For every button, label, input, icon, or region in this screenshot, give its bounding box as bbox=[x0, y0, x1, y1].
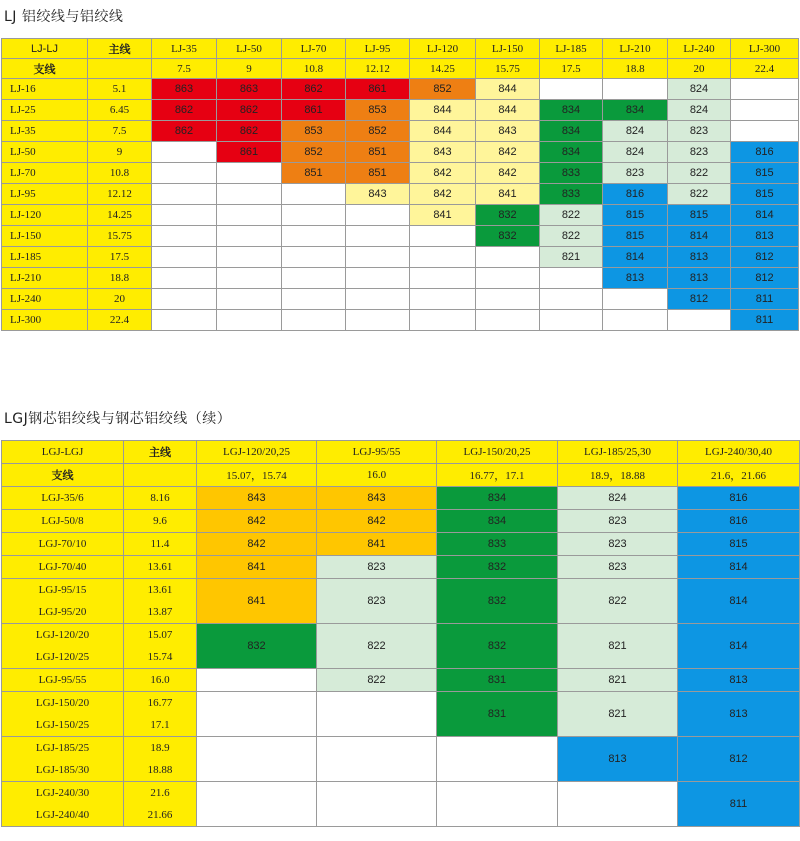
value-cell bbox=[282, 268, 346, 289]
row-size: 5.1 bbox=[88, 79, 152, 100]
value-cell bbox=[152, 247, 217, 268]
value-cell: 814 bbox=[731, 205, 799, 226]
value-cell: 834 bbox=[540, 121, 603, 142]
row-size: 15.75 bbox=[88, 226, 152, 247]
value-cell: 863 bbox=[217, 79, 282, 100]
value-cell: 843 bbox=[476, 121, 540, 142]
column-header: LJ-300 bbox=[731, 39, 799, 59]
row-size: 13.87 bbox=[124, 601, 197, 624]
value-cell: 834 bbox=[540, 142, 603, 163]
value-cell bbox=[346, 289, 410, 310]
value-cell bbox=[410, 268, 476, 289]
main-line-label: 主线 bbox=[124, 441, 197, 464]
value-cell: 812 bbox=[731, 247, 799, 268]
column-header: LGJ-95/55 bbox=[317, 441, 437, 464]
column-size: 17.5 bbox=[540, 59, 603, 79]
value-cell: 842 bbox=[197, 533, 317, 556]
value-cell: 852 bbox=[346, 121, 410, 142]
value-cell: 834 bbox=[437, 510, 558, 533]
row-label: LJ-35 bbox=[2, 121, 88, 142]
value-cell: 834 bbox=[437, 487, 558, 510]
value-cell bbox=[540, 268, 603, 289]
value-cell bbox=[217, 310, 282, 331]
row-size: 16.0 bbox=[124, 669, 197, 692]
value-cell bbox=[731, 121, 799, 142]
value-cell bbox=[317, 737, 437, 782]
value-cell: 814 bbox=[678, 624, 800, 669]
column-header: LGJ-120/20,25 bbox=[197, 441, 317, 464]
row-size: 6.45 bbox=[88, 100, 152, 121]
row-size: 18.8 bbox=[88, 268, 152, 289]
value-cell bbox=[410, 247, 476, 268]
column-size: 7.5 bbox=[152, 59, 217, 79]
row-label: LGJ-240/40 bbox=[2, 804, 124, 827]
row-label: LGJ-185/25 bbox=[2, 737, 124, 760]
value-cell: 822 bbox=[540, 205, 603, 226]
row-size: 16.77 bbox=[124, 692, 197, 715]
value-cell: 813 bbox=[678, 692, 800, 737]
value-cell bbox=[152, 310, 217, 331]
lj-lj-table bbox=[1, 38, 799, 331]
column-size: 20 bbox=[668, 59, 731, 79]
value-cell: 822 bbox=[317, 669, 437, 692]
row-label: LJ-150 bbox=[2, 226, 88, 247]
value-cell: 811 bbox=[678, 782, 800, 827]
row-size: 9 bbox=[88, 142, 152, 163]
value-cell: 823 bbox=[558, 533, 678, 556]
value-cell: 823 bbox=[603, 163, 668, 184]
value-cell: 843 bbox=[317, 487, 437, 510]
column-size: 15.75 bbox=[476, 59, 540, 79]
value-cell: 815 bbox=[668, 205, 731, 226]
row-size: 13.61 bbox=[124, 579, 197, 602]
row-label: LGJ-95/55 bbox=[2, 669, 124, 692]
value-cell: 821 bbox=[558, 692, 678, 737]
column-header: LJ-35 bbox=[152, 39, 217, 59]
value-cell: 852 bbox=[410, 79, 476, 100]
column-size: 16.0 bbox=[317, 464, 437, 487]
row-label: LJ-70 bbox=[2, 163, 88, 184]
value-cell: 813 bbox=[731, 226, 799, 247]
value-cell bbox=[603, 79, 668, 100]
value-cell: 843 bbox=[197, 487, 317, 510]
value-cell: 851 bbox=[346, 142, 410, 163]
row-label: LJ-120 bbox=[2, 205, 88, 226]
column-header: LJ-120 bbox=[410, 39, 476, 59]
value-cell bbox=[668, 310, 731, 331]
row-size: 12.12 bbox=[88, 184, 152, 205]
column-size: 10.8 bbox=[282, 59, 346, 79]
value-cell: 863 bbox=[152, 79, 217, 100]
column-header: LJ-150 bbox=[476, 39, 540, 59]
value-cell: 823 bbox=[317, 556, 437, 579]
value-cell bbox=[152, 268, 217, 289]
value-cell bbox=[197, 737, 317, 782]
value-cell: 816 bbox=[603, 184, 668, 205]
corner-label: LJ-LJ bbox=[2, 39, 88, 59]
value-cell bbox=[282, 289, 346, 310]
row-label: LGJ-50/8 bbox=[2, 510, 124, 533]
value-cell bbox=[476, 268, 540, 289]
value-cell bbox=[346, 247, 410, 268]
value-cell: 816 bbox=[678, 487, 800, 510]
value-cell: 842 bbox=[410, 163, 476, 184]
value-cell bbox=[558, 782, 678, 827]
value-cell: 834 bbox=[540, 100, 603, 121]
row-size: 21.66 bbox=[124, 804, 197, 827]
value-cell: 842 bbox=[476, 142, 540, 163]
corner-label: LGJ-LGJ bbox=[2, 441, 124, 464]
value-cell bbox=[282, 310, 346, 331]
value-cell: 821 bbox=[558, 624, 678, 669]
value-cell: 842 bbox=[410, 184, 476, 205]
value-cell: 833 bbox=[540, 163, 603, 184]
value-cell bbox=[217, 226, 282, 247]
value-cell: 861 bbox=[282, 100, 346, 121]
row-label: LGJ-35/6 bbox=[2, 487, 124, 510]
value-cell: 811 bbox=[731, 310, 799, 331]
row-label: LJ-95 bbox=[2, 184, 88, 205]
value-cell bbox=[410, 289, 476, 310]
value-cell: 841 bbox=[410, 205, 476, 226]
value-cell: 815 bbox=[603, 205, 668, 226]
value-cell bbox=[540, 79, 603, 100]
value-cell: 832 bbox=[437, 556, 558, 579]
row-size: 20 bbox=[88, 289, 152, 310]
value-cell: 815 bbox=[603, 226, 668, 247]
value-cell: 812 bbox=[678, 737, 800, 782]
value-cell bbox=[217, 289, 282, 310]
column-size: 16.77，17.1 bbox=[437, 464, 558, 487]
row-size: 18.9 bbox=[124, 737, 197, 760]
value-cell bbox=[217, 205, 282, 226]
value-cell: 853 bbox=[282, 121, 346, 142]
value-cell bbox=[540, 310, 603, 331]
column-size: 18.8 bbox=[603, 59, 668, 79]
value-cell: 822 bbox=[558, 579, 678, 624]
value-cell: 814 bbox=[678, 579, 800, 624]
row-label: LGJ-150/25 bbox=[2, 714, 124, 737]
value-cell: 843 bbox=[410, 142, 476, 163]
value-cell: 832 bbox=[437, 624, 558, 669]
value-cell bbox=[282, 205, 346, 226]
value-cell: 813 bbox=[668, 247, 731, 268]
row-size: 11.4 bbox=[124, 533, 197, 556]
value-cell: 862 bbox=[152, 121, 217, 142]
branch-line-label: 支线 bbox=[2, 464, 124, 487]
value-cell bbox=[346, 310, 410, 331]
value-cell bbox=[410, 310, 476, 331]
value-cell: 815 bbox=[731, 163, 799, 184]
value-cell: 832 bbox=[437, 579, 558, 624]
value-cell bbox=[346, 205, 410, 226]
row-label: LGJ-185/30 bbox=[2, 759, 124, 782]
column-header: LJ-70 bbox=[282, 39, 346, 59]
value-cell: 813 bbox=[603, 268, 668, 289]
value-cell bbox=[731, 79, 799, 100]
value-cell: 822 bbox=[540, 226, 603, 247]
row-label: LJ-50 bbox=[2, 142, 88, 163]
column-size: 9 bbox=[217, 59, 282, 79]
row-label: LGJ-120/20 bbox=[2, 624, 124, 647]
column-size: 15.07，15.74 bbox=[197, 464, 317, 487]
value-cell bbox=[197, 669, 317, 692]
column-header: LGJ-240/30,40 bbox=[678, 441, 800, 464]
value-cell: 822 bbox=[668, 184, 731, 205]
value-cell bbox=[603, 310, 668, 331]
row-size: 14.25 bbox=[88, 205, 152, 226]
value-cell: 833 bbox=[437, 533, 558, 556]
branch-line-label: 支线 bbox=[2, 59, 88, 79]
value-cell: 862 bbox=[152, 100, 217, 121]
value-cell: 821 bbox=[558, 669, 678, 692]
value-cell bbox=[152, 226, 217, 247]
value-cell bbox=[437, 737, 558, 782]
value-cell: 824 bbox=[668, 79, 731, 100]
value-cell bbox=[217, 163, 282, 184]
value-cell: 844 bbox=[476, 79, 540, 100]
value-cell bbox=[217, 247, 282, 268]
row-label: LGJ-240/30 bbox=[2, 782, 124, 805]
value-cell bbox=[476, 289, 540, 310]
row-label: LGJ-70/10 bbox=[2, 533, 124, 556]
column-size: 21.6，21.66 bbox=[678, 464, 800, 487]
value-cell: 842 bbox=[197, 510, 317, 533]
column-size: 12.12 bbox=[346, 59, 410, 79]
value-cell: 862 bbox=[282, 79, 346, 100]
column-header: LJ-95 bbox=[346, 39, 410, 59]
value-cell: 824 bbox=[603, 121, 668, 142]
value-cell bbox=[346, 226, 410, 247]
value-cell bbox=[282, 247, 346, 268]
value-cell: 861 bbox=[346, 79, 410, 100]
row-size: 21.6 bbox=[124, 782, 197, 805]
row-size: 17.5 bbox=[88, 247, 152, 268]
value-cell: 831 bbox=[437, 692, 558, 737]
row-label: LGJ-95/15 bbox=[2, 579, 124, 602]
value-cell: 844 bbox=[476, 100, 540, 121]
value-cell: 851 bbox=[346, 163, 410, 184]
column-size: 22.4 bbox=[731, 59, 799, 79]
row-label: LGJ-95/20 bbox=[2, 601, 124, 624]
value-cell: 861 bbox=[217, 142, 282, 163]
row-label: LJ-300 bbox=[2, 310, 88, 331]
value-cell bbox=[197, 692, 317, 737]
value-cell bbox=[217, 268, 282, 289]
value-cell: 862 bbox=[217, 100, 282, 121]
column-size: 18.9，18.88 bbox=[558, 464, 678, 487]
value-cell bbox=[437, 782, 558, 827]
value-cell bbox=[152, 205, 217, 226]
value-cell: 833 bbox=[540, 184, 603, 205]
value-cell bbox=[603, 289, 668, 310]
row-label: LJ-16 bbox=[2, 79, 88, 100]
table1-title: LJ 铝绞线与铝绞线 bbox=[4, 9, 124, 25]
column-header: LGJ-150/20,25 bbox=[437, 441, 558, 464]
value-cell bbox=[317, 692, 437, 737]
value-cell: 815 bbox=[731, 184, 799, 205]
value-cell: 813 bbox=[678, 669, 800, 692]
value-cell: 812 bbox=[668, 289, 731, 310]
value-cell: 811 bbox=[731, 289, 799, 310]
value-cell bbox=[282, 184, 346, 205]
value-cell bbox=[217, 184, 282, 205]
value-cell bbox=[152, 184, 217, 205]
value-cell bbox=[476, 310, 540, 331]
value-cell bbox=[540, 289, 603, 310]
value-cell: 814 bbox=[603, 247, 668, 268]
value-cell: 862 bbox=[217, 121, 282, 142]
value-cell bbox=[152, 142, 217, 163]
value-cell: 814 bbox=[668, 226, 731, 247]
value-cell: 821 bbox=[540, 247, 603, 268]
column-header: LGJ-185/25,30 bbox=[558, 441, 678, 464]
value-cell: 812 bbox=[731, 268, 799, 289]
row-size: 18.88 bbox=[124, 759, 197, 782]
row-size: 17.1 bbox=[124, 714, 197, 737]
row-label: LJ-240 bbox=[2, 289, 88, 310]
value-cell: 842 bbox=[476, 163, 540, 184]
value-cell bbox=[346, 268, 410, 289]
column-header: LJ-50 bbox=[217, 39, 282, 59]
value-cell: 841 bbox=[197, 556, 317, 579]
row-label: LGJ-70/40 bbox=[2, 556, 124, 579]
value-cell: 824 bbox=[668, 100, 731, 121]
value-cell: 822 bbox=[668, 163, 731, 184]
row-size: 7.5 bbox=[88, 121, 152, 142]
value-cell: 822 bbox=[317, 624, 437, 669]
value-cell bbox=[152, 163, 217, 184]
value-cell: 823 bbox=[558, 510, 678, 533]
column-header: LJ-185 bbox=[540, 39, 603, 59]
row-label: LGJ-120/25 bbox=[2, 646, 124, 669]
row-size: 15.74 bbox=[124, 646, 197, 669]
row-label: LJ-210 bbox=[2, 268, 88, 289]
value-cell: 813 bbox=[558, 737, 678, 782]
value-cell bbox=[282, 226, 346, 247]
row-size: 13.61 bbox=[124, 556, 197, 579]
value-cell: 813 bbox=[668, 268, 731, 289]
value-cell: 823 bbox=[668, 142, 731, 163]
value-cell: 823 bbox=[558, 556, 678, 579]
value-cell: 824 bbox=[558, 487, 678, 510]
value-cell: 832 bbox=[476, 205, 540, 226]
value-cell: 831 bbox=[437, 669, 558, 692]
row-size: 15.07 bbox=[124, 624, 197, 647]
value-cell bbox=[197, 782, 317, 827]
value-cell: 842 bbox=[317, 510, 437, 533]
value-cell: 816 bbox=[678, 510, 800, 533]
value-cell: 841 bbox=[317, 533, 437, 556]
value-cell bbox=[476, 247, 540, 268]
value-cell: 841 bbox=[197, 579, 317, 624]
value-cell: 851 bbox=[282, 163, 346, 184]
value-cell: 852 bbox=[282, 142, 346, 163]
lgj-lgj-table bbox=[1, 440, 800, 827]
value-cell bbox=[152, 289, 217, 310]
row-label: LJ-25 bbox=[2, 100, 88, 121]
value-cell bbox=[410, 226, 476, 247]
value-cell: 832 bbox=[197, 624, 317, 669]
column-header: LJ-210 bbox=[603, 39, 668, 59]
value-cell: 834 bbox=[603, 100, 668, 121]
table2-title: LGJ钢芯铝绞线与钢芯铝绞线（续） bbox=[4, 411, 232, 427]
value-cell: 841 bbox=[476, 184, 540, 205]
blank-header-cell bbox=[124, 464, 197, 487]
value-cell: 853 bbox=[346, 100, 410, 121]
value-cell: 824 bbox=[603, 142, 668, 163]
row-size: 9.6 bbox=[124, 510, 197, 533]
value-cell: 815 bbox=[678, 533, 800, 556]
row-size: 8.16 bbox=[124, 487, 197, 510]
column-size: 14.25 bbox=[410, 59, 476, 79]
value-cell: 844 bbox=[410, 100, 476, 121]
value-cell: 816 bbox=[731, 142, 799, 163]
value-cell: 832 bbox=[476, 226, 540, 247]
blank-header-cell bbox=[88, 59, 152, 79]
value-cell: 844 bbox=[410, 121, 476, 142]
main-line-label: 主线 bbox=[88, 39, 152, 59]
value-cell: 823 bbox=[668, 121, 731, 142]
row-label: LGJ-150/20 bbox=[2, 692, 124, 715]
column-header: LJ-240 bbox=[668, 39, 731, 59]
value-cell bbox=[317, 782, 437, 827]
value-cell: 843 bbox=[346, 184, 410, 205]
value-cell: 814 bbox=[678, 556, 800, 579]
value-cell: 823 bbox=[317, 579, 437, 624]
row-label: LJ-185 bbox=[2, 247, 88, 268]
row-size: 22.4 bbox=[88, 310, 152, 331]
value-cell bbox=[731, 100, 799, 121]
row-size: 10.8 bbox=[88, 163, 152, 184]
